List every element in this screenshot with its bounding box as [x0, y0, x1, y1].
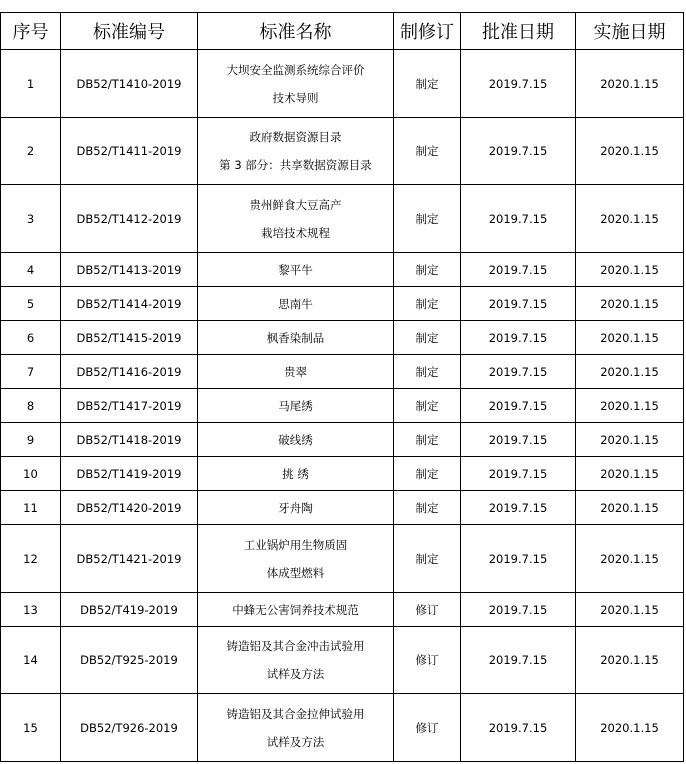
cell-standard-code: DB52/T1415-2019: [61, 321, 198, 355]
cell-approval-date: 2019.7.15: [461, 694, 576, 762]
cell-standard-name: [198, 627, 394, 694]
header-revision-type: 制修订: [394, 13, 461, 50]
table-header: [1, 13, 684, 50]
cell-seq: 6: [1, 321, 61, 355]
cell-implementation-date: 2020.1.15: [576, 593, 684, 627]
cell-standard-name: [198, 525, 394, 593]
cell-approval-date: 2019.7.15: [461, 185, 576, 253]
cell-standard-code: DB52/T419-2019: [61, 593, 198, 627]
cell-seq: 4: [1, 253, 61, 287]
cell-implementation-date: 2020.1.15: [576, 185, 684, 253]
cell-implementation-date: 2020.1.15: [576, 253, 684, 287]
cell-standard-name: [198, 253, 394, 287]
table-row: [1, 50, 684, 118]
cell-seq: 7: [1, 355, 61, 389]
cell-standard-name: [198, 457, 394, 491]
cell-seq: 12: [1, 525, 61, 593]
cell-standard-name: [198, 389, 394, 423]
cell-standard-code: DB52/T1417-2019: [61, 389, 198, 423]
cell-standard-name: [198, 321, 394, 355]
cell-approval-date: 2019.7.15: [461, 50, 576, 118]
cell-revision-type: 制定: [394, 253, 461, 287]
standard-name-line: 试样及方法: [266, 734, 325, 749]
header-standard-code: 标准编号: [61, 13, 198, 50]
cell-implementation-date: 2020.1.15: [576, 525, 684, 593]
table-row: [1, 423, 684, 457]
standard-name-line: 挑 绣: [282, 466, 309, 481]
cell-standard-name: [198, 491, 394, 525]
standard-name-line: 贵州鲜食大豆高产: [249, 197, 342, 212]
standard-name-line: 第 3 部分：共享数据资源目录: [219, 158, 372, 172]
cell-standard-code: DB52/T1419-2019: [61, 457, 198, 491]
cell-revision-type: 制定: [394, 185, 461, 253]
standard-name-line: 技术导则: [272, 90, 319, 105]
cell-standard-name: [198, 118, 394, 185]
standard-name-line: 大坝安全监测系统综合评价: [226, 62, 365, 77]
cell-revision-type: 制定: [394, 457, 461, 491]
standard-name-line: 马尾绣: [278, 398, 313, 413]
standard-name-line: 中蜂无公害饲养技术规范: [232, 602, 359, 617]
cell-revision-type: 制定: [394, 118, 461, 185]
standard-name-line: 黎平牛: [278, 262, 313, 277]
table-body: [1, 50, 684, 762]
cell-seq: 14: [1, 627, 61, 694]
cell-standard-code: DB52/T926-2019: [61, 694, 198, 762]
standard-name-line: 破线绣: [278, 432, 313, 447]
cell-revision-type: 制定: [394, 287, 461, 321]
cell-revision-type: 修订: [394, 694, 461, 762]
cell-approval-date: 2019.7.15: [461, 389, 576, 423]
table-row: [1, 389, 684, 423]
cell-revision-type: 制定: [394, 389, 461, 423]
cell-seq: 1: [1, 50, 61, 118]
table-row: [1, 287, 684, 321]
cell-revision-type: 制定: [394, 491, 461, 525]
cell-approval-date: 2019.7.15: [461, 593, 576, 627]
standard-name-line: 牙舟陶: [278, 500, 313, 515]
cell-seq: 15: [1, 694, 61, 762]
cell-revision-type: 制定: [394, 50, 461, 118]
cell-seq: 3: [1, 185, 61, 253]
table-row: [1, 593, 684, 627]
standard-name-line: 试样及方法: [266, 667, 325, 681]
standard-name-line: 体成型燃料: [266, 565, 325, 580]
cell-approval-date: 2019.7.15: [461, 321, 576, 355]
cell-implementation-date: 2020.1.15: [576, 118, 684, 185]
cell-implementation-date: 2020.1.15: [576, 457, 684, 491]
cell-seq: 8: [1, 389, 61, 423]
cell-approval-date: 2019.7.15: [461, 287, 576, 321]
cell-implementation-date: 2020.1.15: [576, 50, 684, 118]
cell-standard-name: [198, 423, 394, 457]
cell-approval-date: 2019.7.15: [461, 491, 576, 525]
header-standard-name: 标准名称: [198, 13, 394, 50]
cell-standard-name: [198, 287, 394, 321]
cell-standard-name: [198, 593, 394, 627]
cell-implementation-date: 2020.1.15: [576, 321, 684, 355]
standards-table: [0, 12, 684, 762]
header-row: [1, 13, 684, 50]
cell-implementation-date: 2020.1.15: [576, 694, 684, 762]
cell-revision-type: 制定: [394, 525, 461, 593]
cell-implementation-date: 2020.1.15: [576, 423, 684, 457]
cell-standard-code: DB52/T1414-2019: [61, 287, 198, 321]
cell-seq: 9: [1, 423, 61, 457]
cell-standard-code: DB52/T925-2019: [61, 627, 198, 694]
table-row: [1, 253, 684, 287]
table-row: [1, 694, 684, 762]
standard-name-line: 贵翠: [284, 364, 307, 379]
cell-approval-date: 2019.7.15: [461, 355, 576, 389]
header-implementation-date: 实施日期: [576, 13, 684, 50]
cell-revision-type: 制定: [394, 423, 461, 457]
cell-implementation-date: 2020.1.15: [576, 627, 684, 694]
standard-name-line: 铸造铝及其合金冲击试验用: [226, 639, 365, 653]
cell-seq: 10: [1, 457, 61, 491]
cell-seq: 2: [1, 118, 61, 185]
cell-standard-name: [198, 50, 394, 118]
cell-standard-name: [198, 185, 394, 253]
table-row: [1, 627, 684, 694]
cell-standard-name: [198, 694, 394, 762]
standard-name-line: 枫香染制品: [266, 330, 325, 345]
cell-seq: 13: [1, 593, 61, 627]
cell-standard-code: DB52/T1421-2019: [61, 525, 198, 593]
cell-approval-date: 2019.7.15: [461, 627, 576, 694]
cell-implementation-date: 2020.1.15: [576, 287, 684, 321]
cell-approval-date: 2019.7.15: [461, 423, 576, 457]
cell-seq: 5: [1, 287, 61, 321]
cell-approval-date: 2019.7.15: [461, 457, 576, 491]
cell-standard-code: DB52/T1420-2019: [61, 491, 198, 525]
cell-standard-code: DB52/T1416-2019: [61, 355, 198, 389]
cell-implementation-date: 2020.1.15: [576, 389, 684, 423]
cell-standard-code: DB52/T1411-2019: [61, 118, 198, 185]
table-row: [1, 457, 684, 491]
table-row: [1, 185, 684, 253]
standard-name-line: 铸造铝及其合金拉伸试验用: [226, 706, 365, 721]
cell-revision-type: 修订: [394, 593, 461, 627]
cell-standard-code: DB52/T1413-2019: [61, 253, 198, 287]
header-approval-date: 批准日期: [461, 13, 576, 50]
cell-revision-type: 制定: [394, 321, 461, 355]
table-row: [1, 321, 684, 355]
standard-name-line: 工业锅炉用生物质固: [243, 537, 348, 552]
header-seq: 序号: [1, 13, 61, 50]
cell-seq: 11: [1, 491, 61, 525]
table-row: [1, 491, 684, 525]
cell-implementation-date: 2020.1.15: [576, 355, 684, 389]
cell-revision-type: 制定: [394, 355, 461, 389]
cell-standard-code: DB52/T1410-2019: [61, 50, 198, 118]
table-row: [1, 118, 684, 185]
cell-revision-type: 修订: [394, 627, 461, 694]
cell-implementation-date: 2020.1.15: [576, 491, 684, 525]
cell-standard-code: DB52/T1412-2019: [61, 185, 198, 253]
cell-standard-code: DB52/T1418-2019: [61, 423, 198, 457]
cell-approval-date: 2019.7.15: [461, 118, 576, 185]
standard-name-line: 政府数据资源目录: [249, 130, 342, 144]
table-row: [1, 355, 684, 389]
cell-approval-date: 2019.7.15: [461, 525, 576, 593]
cell-approval-date: 2019.7.15: [461, 253, 576, 287]
cell-standard-name: [198, 355, 394, 389]
standard-name-line: 思南牛: [278, 296, 313, 311]
table-row: [1, 525, 684, 593]
standard-name-line: 栽培技术规程: [261, 225, 330, 240]
